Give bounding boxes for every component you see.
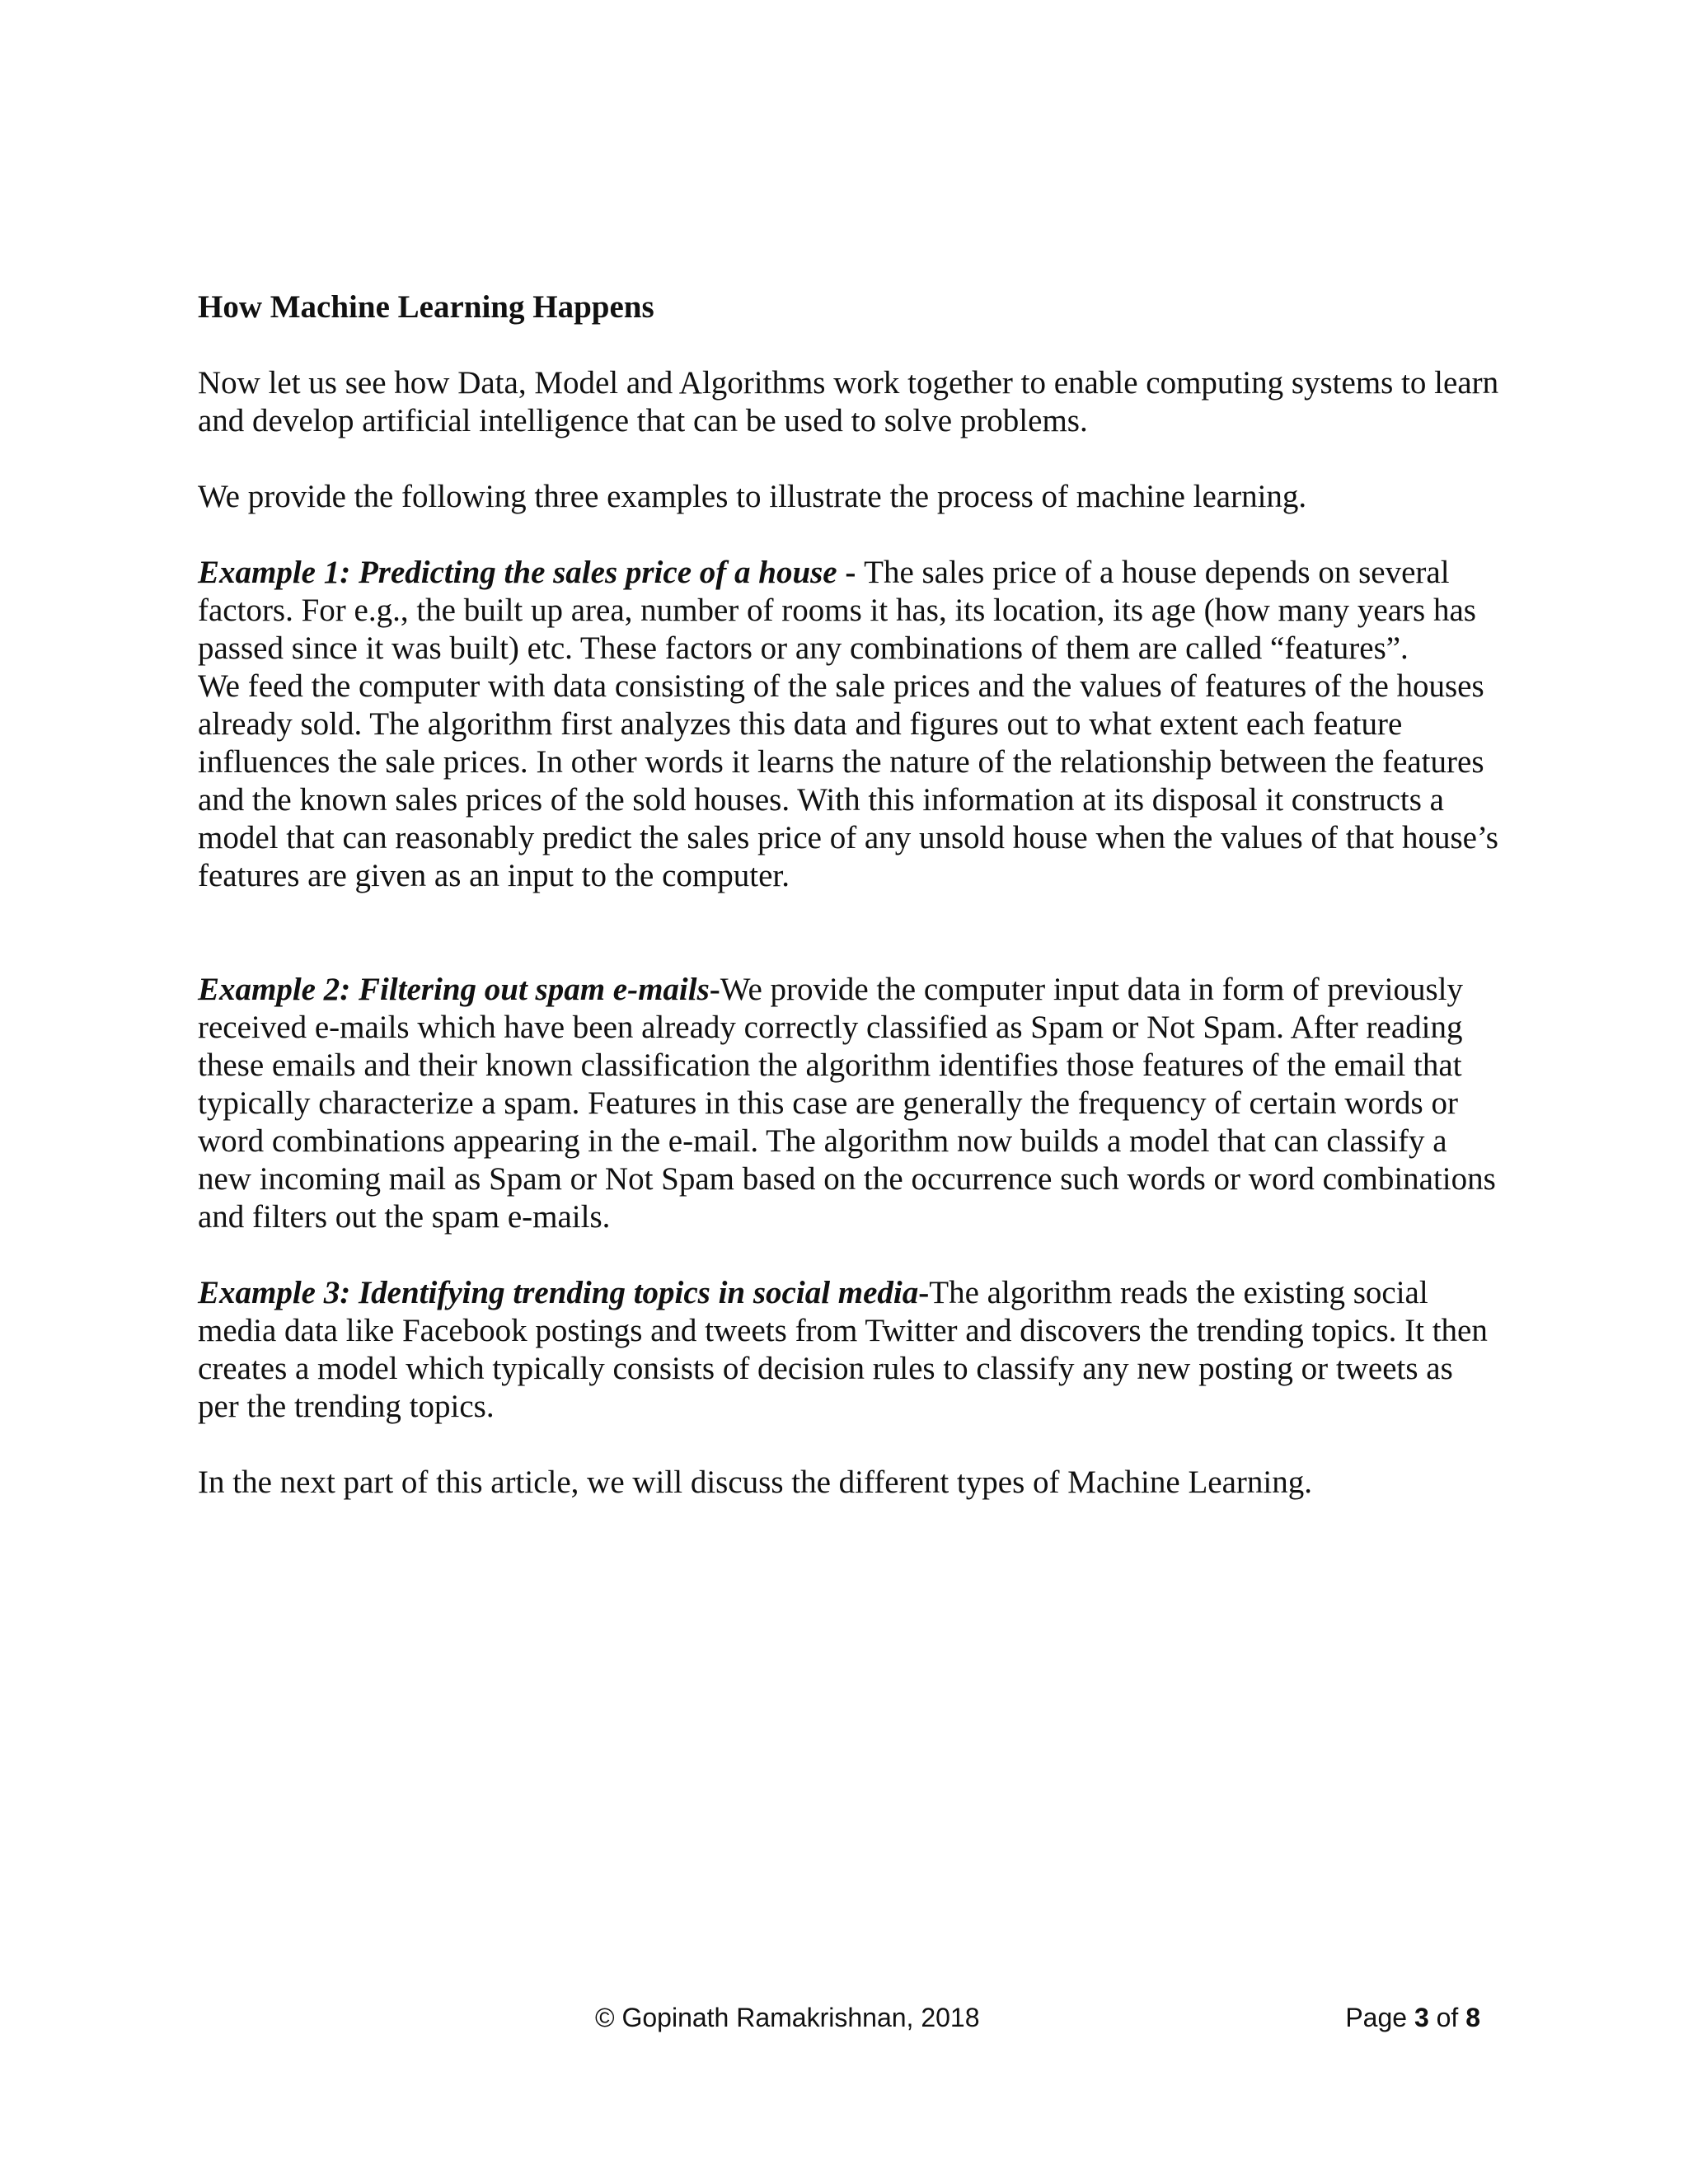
example-1-separator: - <box>837 555 865 590</box>
example-1-details-paragraph: We feed the computer with data consisting of the sale prices and the values of features of the houses already sold. The algorithm first analyzes this data and figures out to what extent each feature influences the sale prices. In other words it learns the nature of the relationship between the features and the known sales prices of the sold houses. With this information at its disposal it constructs a model that can reasonably predict the sales price of any unsold house when the values of that house’s features are given as an input to the computer. <box>198 668 1498 893</box>
footer-page-number <box>1345 2001 1480 2034</box>
example-1-paragraph <box>198 554 1500 668</box>
example-2-title: Example 2: Filtering out spam e-mails <box>198 972 710 1007</box>
page-of: of <box>1428 2003 1466 2032</box>
example-1-text: The sales price of a house depends on several factors. For e.g., the built up area, number of rooms it has, its location, its age (how many years has passed since it was built) etc. These factors or any combinations of them are called “features”. <box>198 555 1476 666</box>
example-2-paragraph <box>198 971 1500 1236</box>
document-body <box>198 288 1500 1540</box>
example-3-text: The algorithm reads the existing social media data like Facebook postings and tweets from Twitter and discovers the trending topics. It then creates a model which typically consists of decision rules to classify any new posting or tweets as per the trending topics. <box>198 1275 1488 1424</box>
page-prefix: Page <box>1345 2003 1414 2032</box>
example-2-text: We provide the computer input data in form of previously received e-mails which have been already correctly classified as Spam or Not Spam. After reading these emails and their known classification the algorithm identifies those features of the email that typically characterize a spam. Features in this case are generally the frequency of certain words or word combinations appearing in the e-mail. The algorithm now builds a model that can classify a new incoming mail as Spam or Not Spam based on the occurrence such words or word combinations and filters out the spam e-mails. <box>198 972 1496 1235</box>
intro-paragraph: Now let us see how Data, Model and Algorithms work together to enable computing systems to learn and develop artificial intelligence that can be used to solve problems. <box>198 365 1499 438</box>
page-footer <box>0 2001 1688 2034</box>
closing-paragraph: In the next part of this article, we will discuss the different types of Machine Learning. <box>198 1465 1312 1500</box>
example-3-title: Example 3: Identifying trending topics in social media <box>198 1275 919 1310</box>
example-1-title: Example 1: Predicting the sales price of a house <box>198 555 837 590</box>
page-current: 3 <box>1414 2003 1429 2032</box>
examples-intro-paragraph: We provide the following three examples to illustrate the process of machine learning. <box>198 479 1307 514</box>
example-2-separator: - <box>709 972 720 1007</box>
example-3-paragraph <box>198 1274 1500 1426</box>
section-heading: How Machine Learning Happens <box>198 289 654 325</box>
page-total: 8 <box>1465 2003 1480 2032</box>
footer-copyright: © Gopinath Ramakrishnan, 2018 <box>595 2003 980 2032</box>
example-3-separator: - <box>918 1275 930 1310</box>
